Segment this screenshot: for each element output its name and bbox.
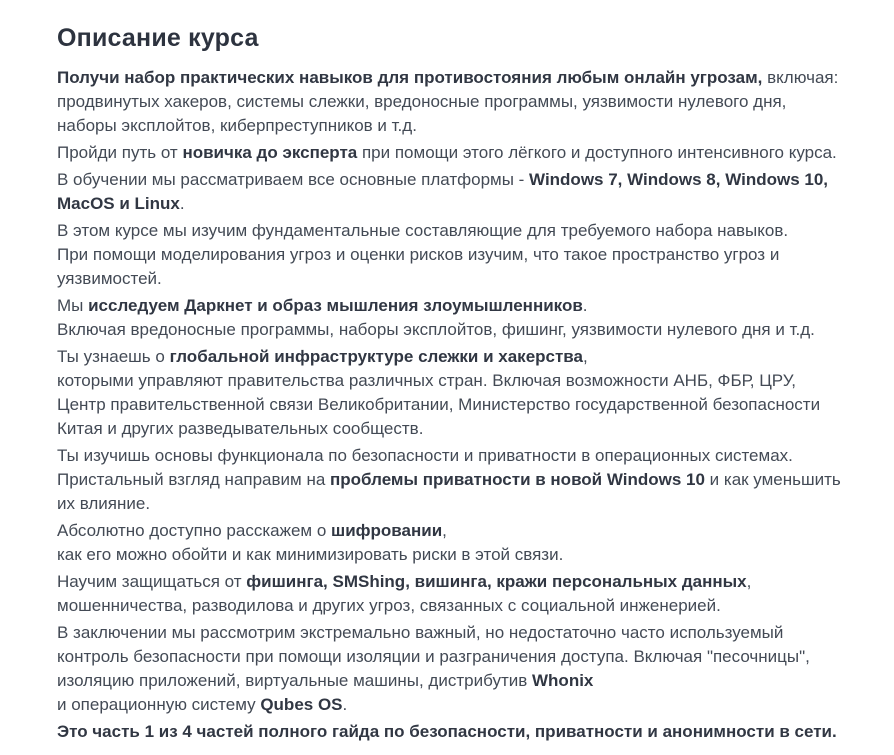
text-run: . xyxy=(342,695,348,714)
text-run: , xyxy=(746,572,752,591)
text-run-bold: Qubes OS xyxy=(260,695,343,714)
text-run: продвинутых хакеров, системы слежки, вредоносные программы, уязвимости нулевого дня, xyxy=(57,92,787,111)
text-run: В заключении мы рассмотрим экстремально важный, но недостаточно часто используемый xyxy=(57,623,784,642)
course-description-paragraph xyxy=(57,168,858,216)
text-run: их влияние. xyxy=(57,494,151,513)
text-run: при помощи этого лёгкого и доступного интенсивного курса. xyxy=(357,143,837,162)
course-description-paragraph xyxy=(57,621,858,717)
text-run-bold: Это часть 1 из 4 частей полного гайда по безопасности, приватности и анонимности в сети. xyxy=(57,722,837,741)
text-run: Центр правительственной связи Великобритании, Министерство государственной безопасности xyxy=(57,395,821,414)
text-run: включая: xyxy=(762,68,839,87)
text-run-bold: фишинга, SMShing, вишинга, кражи персональных данных xyxy=(246,572,747,591)
text-run: Мы xyxy=(57,296,89,315)
text-run: как его можно обойти и как минимизировать риски в этой связи. xyxy=(57,545,564,564)
course-description-paragraph xyxy=(57,519,858,567)
text-run-bold: глобальной инфраструктуре слежки и хакерства xyxy=(169,347,583,366)
course-description-paragraph xyxy=(57,294,858,342)
text-run: В обучении мы рассматриваем все основные платформы - xyxy=(57,170,530,189)
text-run: и операционную систему xyxy=(57,695,261,714)
text-run: При помощи моделирования угроз и оценки рисков изучим, что такое пространство угроз и xyxy=(57,245,780,264)
text-run: Включая вредоносные программы, наборы эксплойтов, фишинг, уязвимости нулевого дня и т.д. xyxy=(57,320,815,339)
text-run-bold: исследуем Даркнет и образ мышления злоумышленников xyxy=(88,296,583,315)
text-run: которыми управляют правительства различных стран. Включая возможности АНБ, ФБР, ЦРУ, xyxy=(57,371,797,390)
text-run-bold: новичка до эксперта xyxy=(182,143,358,162)
text-run: В этом курсе мы изучим фундаментальные составляющие для требуемого набора навыков. xyxy=(57,221,789,240)
text-run: . xyxy=(179,194,185,213)
text-run: Абсолютно доступно расскажем о xyxy=(57,521,332,540)
text-run: , xyxy=(583,347,588,366)
text-run: Ты изучишь основы функционала по безопасности и приватности в операционных системах. xyxy=(57,446,793,465)
text-run-bold: шифровании xyxy=(331,521,443,540)
course-description-paragraph xyxy=(57,444,858,516)
text-run: уязвимостей. xyxy=(57,269,162,288)
text-run: мошенничества, разводилова и других угроз, связанных с социальной инженерией. xyxy=(57,596,721,615)
text-run: и как уменьшить xyxy=(704,470,841,489)
course-description-paragraph xyxy=(57,219,858,291)
course-description-paragraph xyxy=(57,345,858,441)
text-run: Пройди путь от xyxy=(57,143,183,162)
course-description-paragraph xyxy=(57,570,858,618)
text-run: Китая и других разведывательных сообществ. xyxy=(57,419,424,438)
text-run: . xyxy=(582,296,588,315)
text-run-bold: Windows 7, Windows 8, Windows 10, xyxy=(529,170,828,189)
text-run: , xyxy=(442,521,447,540)
text-run-bold: Получи набор практических навыков для противостояния любым онлайн угрозам, xyxy=(57,68,763,87)
text-run: Ты узнаешь о xyxy=(57,347,170,366)
text-run: Пристальный взгляд направим на xyxy=(57,470,331,489)
text-run-bold: MacOS и Linux xyxy=(57,194,180,213)
course-description-paragraph xyxy=(57,720,858,744)
text-run: наборы эксплойтов, киберпреступников и т.д. xyxy=(57,116,417,135)
text-run-bold: Whonix xyxy=(532,671,594,690)
text-run: изоляцию приложений, виртуальные машины, дистрибутив xyxy=(57,671,532,690)
text-run: Научим защищаться от xyxy=(57,572,247,591)
course-description xyxy=(57,66,858,744)
page-title: Описание курса xyxy=(57,24,259,52)
course-description-paragraph xyxy=(57,66,858,138)
text-run-bold: проблемы приватности в новой Windows 10 xyxy=(330,470,705,489)
course-description-paragraph xyxy=(57,141,858,165)
text-run: контроль безопасности при помощи изоляции и разграничения доступа. Включая "песочницы", xyxy=(57,647,810,666)
